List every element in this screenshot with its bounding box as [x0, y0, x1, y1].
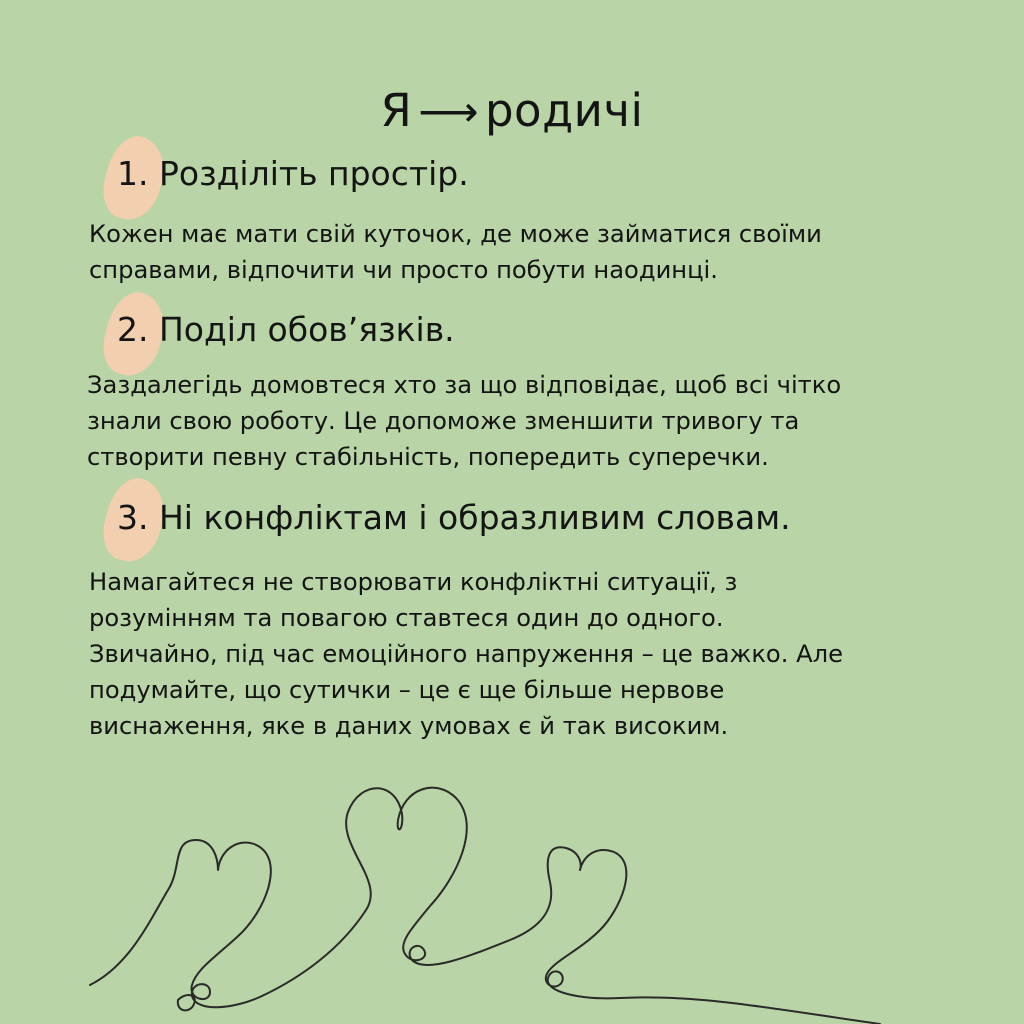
arrow-right-icon: ⟶: [418, 87, 479, 136]
tip-3-heading: 3. Ні конфліктам і образливим словам.: [117, 498, 791, 537]
title-relatives: родичі: [484, 84, 644, 137]
tip-2-text: Заздалегідь домовтеся хто за що відповідає, щоб всі чітко знали свою роботу. Це допоможе зменшити тривогу та створити певну стабільність, попередить суперечки.: [87, 371, 842, 471]
tip-1-heading: 1. Розділіть простір.: [117, 154, 469, 193]
title-self: Я: [380, 84, 413, 137]
tip-2-heading: 2. Поділ обов’язків.: [117, 310, 455, 349]
page-title: [0, 84, 1024, 137]
hearts-doodle-icon: [0, 760, 1024, 1024]
tip-3-text: Намагайтеся не створювати конфліктні ситуації, з розумінням та повагою ставтеся один до одного. Звичайно, під час емоційного напруження – це важко. Але подумайте, що сутички – це є ще більше нервове виснаження, яке в даних умовах є й так високим.: [89, 568, 843, 740]
tip-1-text: Кожен має мати свій куточок, де може займатися своїми справами, відпочити чи просто побути наодинці.: [89, 220, 822, 284]
hearts-line: [90, 788, 880, 1024]
